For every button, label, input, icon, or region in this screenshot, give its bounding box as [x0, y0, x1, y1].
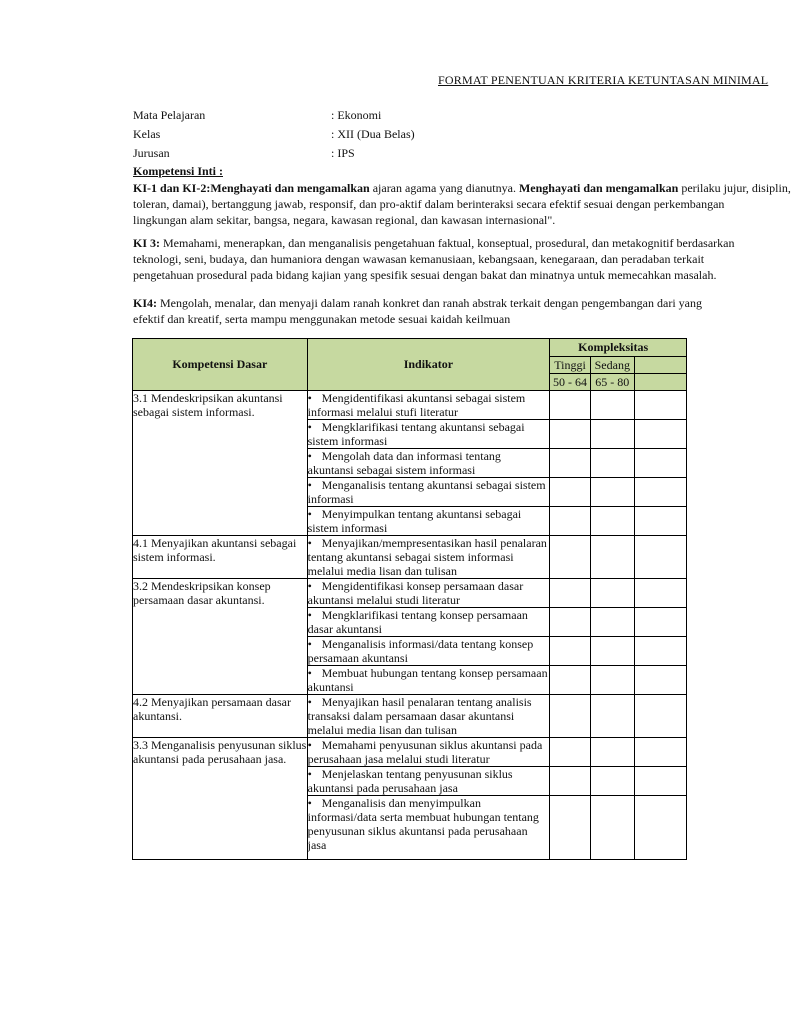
- indikator-text: Memahami penyusunan siklus akuntansi pada perusahaan jasa melalui studi literatur: [307, 738, 543, 766]
- indikator-cell: [307, 738, 549, 767]
- ki12-mid: ajaran agama yang dianutnya.: [369, 181, 519, 195]
- indikator-cell: [307, 579, 549, 608]
- indikator-cell: [307, 420, 549, 449]
- bullet-icon: •: [307, 608, 312, 622]
- indikator-cell: [307, 796, 549, 860]
- kompleksitas-cell[interactable]: [550, 579, 591, 608]
- indikator-text: Mengolah data dan informasi tentang akuntansi sebagai sistem informasi: [307, 449, 501, 477]
- kompleksitas-cell[interactable]: [590, 478, 634, 507]
- kompetensi-dasar-cell: 3.1 Mendeskripsikan akuntansi sebagai sistem informasi.: [133, 391, 308, 536]
- ki4-line2: efektif dan kreatif, serta mampu menggunakan metode sesuai kaidah keilmuan: [133, 312, 511, 326]
- kompleksitas-cell[interactable]: [590, 738, 634, 767]
- ki4-text: Mengolah, menalar, dan menyaji dalam ranah konkret dan ranah abstrak terkait dengan pengembangan dari yang: [157, 296, 702, 310]
- kompleksitas-cell[interactable]: [590, 608, 634, 637]
- header-indikator: Indikator: [307, 339, 549, 391]
- kompleksitas-cell[interactable]: [634, 608, 686, 637]
- ki3-line2: teknologi, seni, budaya, dan humaniora dengan wawasan kemanusiaan, kebangsaan, kenegaraan, dan peradaban terkait: [133, 252, 705, 266]
- kompleksitas-cell[interactable]: [634, 579, 686, 608]
- ki12-rest: perilaku jujur, disiplin,: [678, 181, 791, 195]
- indikator-text: Mengidentifikasi akuntansi sebagai sistem informasi melalui stufi literatur: [307, 391, 526, 419]
- info-label: Jurusan: [133, 146, 170, 160]
- table-row: [133, 695, 687, 738]
- header-tinggi: Tinggi: [550, 357, 591, 374]
- kompleksitas-cell[interactable]: [550, 478, 591, 507]
- kompleksitas-cell[interactable]: [550, 796, 591, 860]
- kompleksitas-cell[interactable]: [634, 767, 686, 796]
- range-tinggi: 50 - 64: [550, 374, 591, 391]
- kompleksitas-cell[interactable]: [590, 507, 634, 536]
- kompleksitas-cell[interactable]: [550, 637, 591, 666]
- ki4-line1: [133, 295, 702, 312]
- bullet-icon: •: [307, 695, 312, 709]
- kompetensi-dasar-cell: 4.2 Menyajikan persamaan dasar akuntansi.: [133, 695, 308, 738]
- bullet-icon: •: [307, 767, 312, 781]
- kompetensi-dasar-cell: 3.3 Menganalisis penyusunan siklus akuntansi pada perusahaan jasa.: [133, 738, 308, 860]
- page-title: FORMAT PENENTUAN KRITERIA KETUNTASAN MINIMAL: [438, 73, 769, 87]
- indikator-text: Menganalisis tentang akuntansi sebagai sistem informasi: [307, 478, 546, 506]
- bullet-icon: •: [307, 579, 312, 593]
- info-kelas: [133, 127, 415, 142]
- range-sedang: 65 - 80: [590, 374, 634, 391]
- header-rendah: [634, 357, 686, 374]
- kompleksitas-cell[interactable]: [590, 536, 634, 579]
- bullet-icon: •: [307, 391, 312, 405]
- kompleksitas-cell[interactable]: [550, 391, 591, 420]
- ki3-text: Memahami, menerapkan, dan menganalisis pengetahuan faktual, konseptual, prosedural, dan metakognitif berdasarkan: [160, 236, 735, 250]
- indikator-cell: [307, 478, 549, 507]
- info-mata-pelajaran: [133, 108, 382, 123]
- kompetensi-dasar-cell: 4.1 Menyajikan akuntansi sebagai sistem informasi.: [133, 536, 308, 579]
- kompleksitas-cell[interactable]: [634, 507, 686, 536]
- kompleksitas-cell[interactable]: [634, 536, 686, 579]
- indikator-text: Membuat hubungan tentang konsep persamaan akuntansi: [307, 666, 548, 694]
- indikator-cell: [307, 608, 549, 637]
- info-value: : Ekonomi: [331, 108, 382, 122]
- indikator-cell: [307, 767, 549, 796]
- kompleksitas-cell[interactable]: [634, 391, 686, 420]
- indikator-cell: [307, 449, 549, 478]
- kompleksitas-cell[interactable]: [590, 695, 634, 738]
- kompleksitas-cell[interactable]: [590, 637, 634, 666]
- kompleksitas-cell[interactable]: [550, 420, 591, 449]
- kompleksitas-cell[interactable]: [550, 536, 591, 579]
- kompleksitas-cell[interactable]: [634, 738, 686, 767]
- header-kompleksitas: Kompleksitas: [550, 339, 687, 357]
- ki3-line3: pengetahuan prosedural pada bidang kajian yang spesifik sesuai dengan bakat dan minatnya untuk memecahkan masalah.: [133, 268, 717, 282]
- indikator-text: Mengidentifikasi konsep persamaan dasar akuntansi melalui studi literatur: [307, 579, 524, 607]
- table-row: [133, 738, 687, 767]
- kompleksitas-cell[interactable]: [634, 420, 686, 449]
- kkm-table: [132, 338, 687, 860]
- indikator-text: Mengklarifikasi tentang akuntansi sebagai sistem informasi: [307, 420, 525, 448]
- bullet-icon: •: [307, 449, 312, 463]
- bullet-icon: •: [307, 666, 312, 680]
- bullet-icon: •: [307, 420, 312, 434]
- kompleksitas-cell[interactable]: [634, 796, 686, 860]
- bullet-icon: •: [307, 738, 312, 752]
- bullet-icon: •: [307, 637, 312, 651]
- kompleksitas-cell[interactable]: [590, 391, 634, 420]
- kompleksitas-cell[interactable]: [590, 420, 634, 449]
- kompleksitas-cell[interactable]: [634, 478, 686, 507]
- range-rendah: [634, 374, 686, 391]
- header-sedang: Sedang: [590, 357, 634, 374]
- kompleksitas-cell[interactable]: [550, 767, 591, 796]
- kompleksitas-cell[interactable]: [634, 449, 686, 478]
- table-row: [133, 579, 687, 608]
- bullet-icon: •: [307, 507, 312, 521]
- indikator-cell: [307, 507, 549, 536]
- info-jurusan: [133, 146, 355, 161]
- ki12-bold2: Menghayati dan mengamalkan: [518, 181, 679, 195]
- indikator-cell: [307, 391, 549, 420]
- kompleksitas-cell[interactable]: [550, 695, 591, 738]
- indikator-text: Menyajikan hasil penalaran tentang analisis transaksi dalam persamaan dasar akuntansi melalui media lisan dan tulisan: [307, 695, 532, 737]
- ki4-lead: KI4:: [133, 296, 157, 310]
- kompetensi-dasar-cell: 3.2 Mendeskripsikan konsep persamaan dasar akuntansi.: [133, 579, 308, 695]
- bullet-icon: •: [307, 536, 312, 550]
- info-value: : IPS: [331, 146, 355, 160]
- kkm-table-body: [133, 391, 687, 860]
- bullet-icon: •: [307, 796, 312, 810]
- kompleksitas-cell[interactable]: [550, 666, 591, 695]
- kompleksitas-cell[interactable]: [590, 767, 634, 796]
- ki3-line1: [133, 235, 734, 252]
- indikator-cell: [307, 695, 549, 738]
- header-kompetensi-dasar: Kompetensi Dasar: [133, 339, 308, 391]
- indikator-cell: [307, 637, 549, 666]
- ki3-lead: KI 3:: [133, 236, 160, 250]
- kompleksitas-cell[interactable]: [550, 507, 591, 536]
- kompleksitas-cell[interactable]: [550, 738, 591, 767]
- indikator-text: Menyajikan/mempresentasikan hasil penalaran tentang akuntansi sebagai sistem informasi melalui media lisan dan tulisan: [307, 536, 547, 578]
- kompleksitas-cell[interactable]: [550, 608, 591, 637]
- kompleksitas-cell[interactable]: [590, 449, 634, 478]
- indikator-text: Menjelaskan tentang penyusunan siklus akuntansi pada perusahaan jasa: [307, 767, 513, 795]
- table-row: [133, 391, 687, 420]
- indikator-text: Mengklarifikasi tentang konsep persamaan dasar akuntansi: [307, 608, 528, 636]
- info-value: : XII (Dua Belas): [331, 127, 415, 141]
- indikator-text: Menganalisis dan menyimpulkan informasi/data serta membuat hubungan tentang penyusunan siklus akuntansi pada perusahaan jasa: [307, 796, 539, 852]
- ki12-line2: toleran, damai), bertanggung jawab, responsif, dan pro-aktif dalam berinteraksi secara efektif sesuai dengan perkembangan: [133, 197, 725, 211]
- indikator-cell: [307, 666, 549, 695]
- table-row: [133, 536, 687, 579]
- bullet-icon: •: [307, 478, 312, 492]
- kompetensi-inti-heading: Kompetensi Inti :: [133, 164, 223, 178]
- ki12-lead: KI-1 dan KI-2:Menghayati dan mengamalkan: [133, 181, 370, 195]
- info-label: Mata Pelajaran: [133, 108, 206, 122]
- kompleksitas-cell[interactable]: [590, 666, 634, 695]
- indikator-cell: [307, 536, 549, 579]
- ki12-line3: lingkungan alam sekitar, bangsa, negara, kawasan regional, dan kawasan internasional".: [133, 213, 556, 227]
- kompleksitas-cell[interactable]: [634, 695, 686, 738]
- kompleksitas-cell[interactable]: [634, 637, 686, 666]
- kompleksitas-cell[interactable]: [634, 666, 686, 695]
- indikator-text: Menyimpulkan tentang akuntansi sebagai sistem informasi: [307, 507, 522, 535]
- kompleksitas-cell[interactable]: [550, 449, 591, 478]
- indikator-text: Menganalisis informasi/data tentang konsep persamaan akuntansi: [307, 637, 534, 665]
- kompleksitas-cell[interactable]: [590, 796, 634, 860]
- kompleksitas-cell[interactable]: [590, 579, 634, 608]
- ki12-line1: [133, 180, 791, 197]
- info-label: Kelas: [133, 127, 161, 141]
